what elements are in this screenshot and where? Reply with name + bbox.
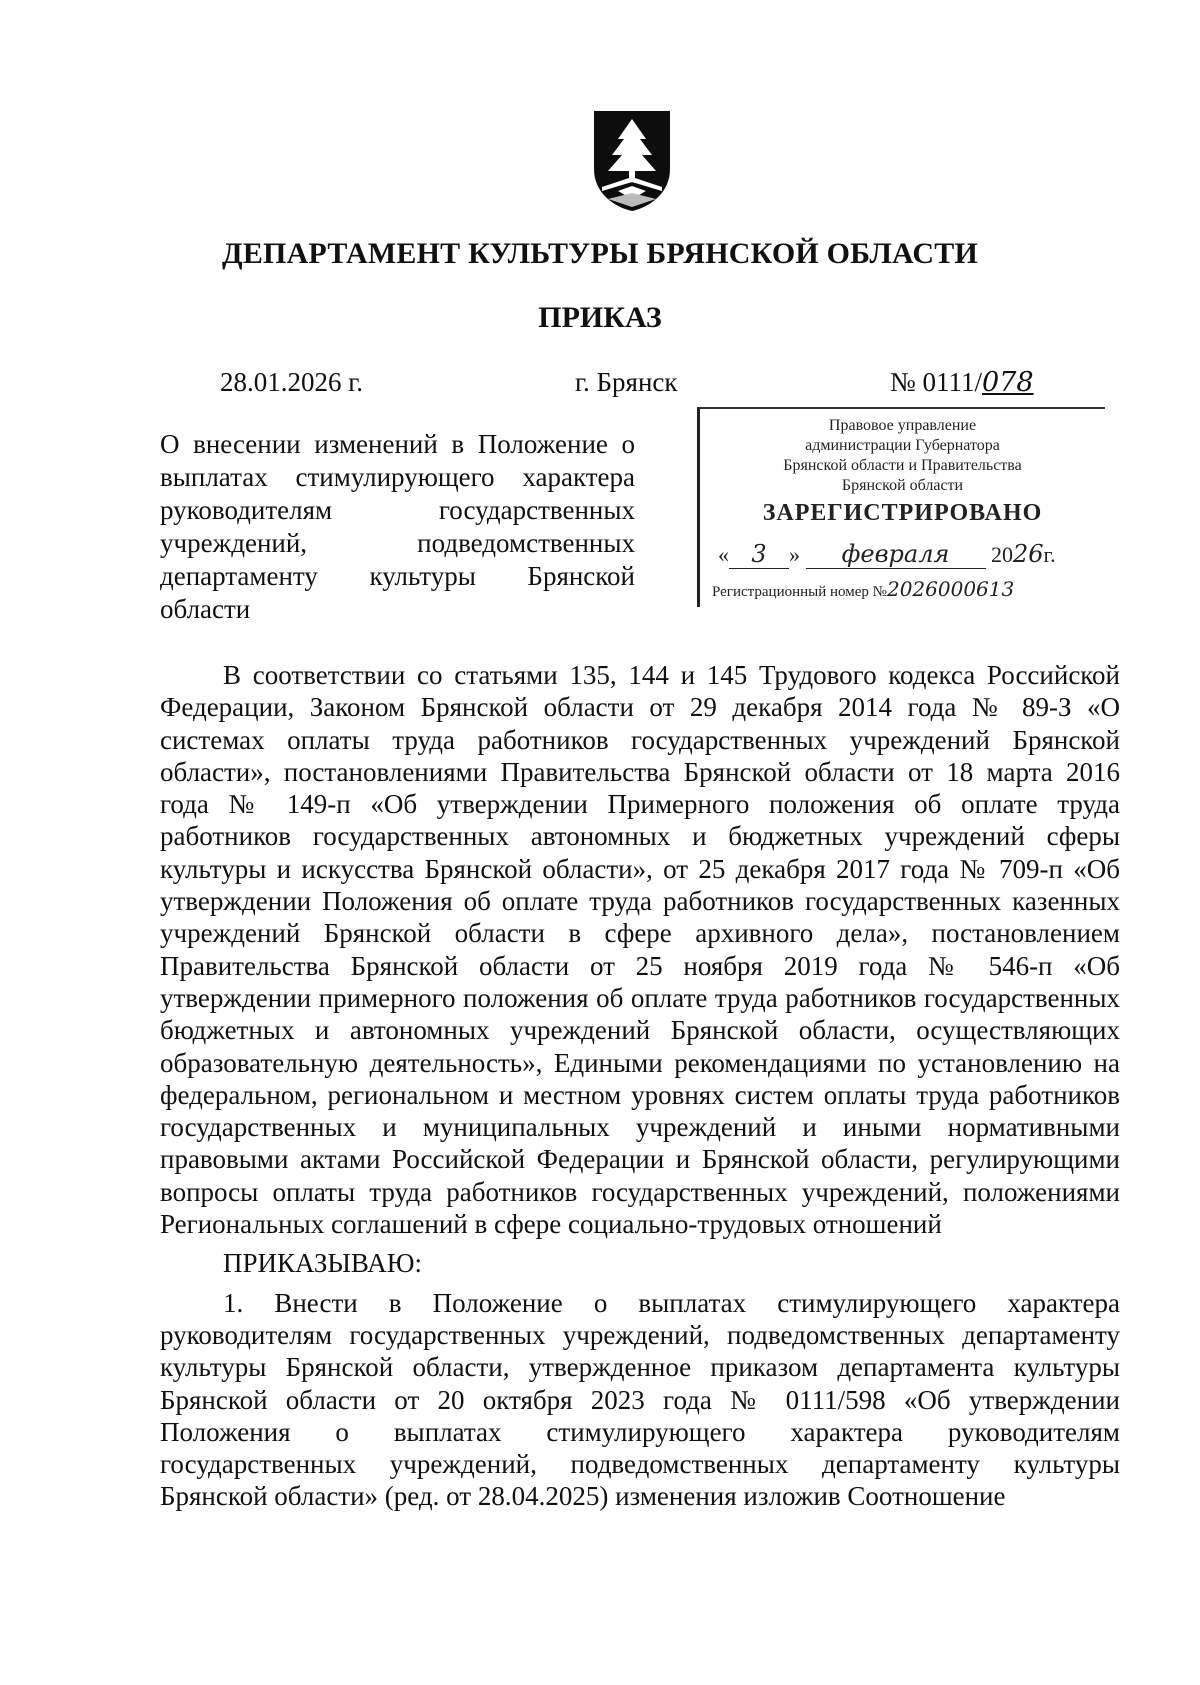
order-city: г. Брянск <box>575 367 678 397</box>
preamble-paragraph: В соответствии со статьями 135, 144 и 145 Трудового кодекса Российской Федерации, Законом Брянской области от 29 декабря 2014 года № 89-З «О системах оплаты труда работников государственных учреждений Брянской области», постановлениями Правительства Брянской области от 18 марта 2016 года № 149-п «Об утверждении Примерного положения об оплате труда работников государственных автономных и бюджетных учреждений сферы культуры и искусства Брянской области», от 25 декабря 2017 года № 709-п «Об утверждении Положения об оплате труда работников государственных казенных учреждений Брянской области в сфере архивного дела», постановлением Правительства Брянской области от 25 ноября 2019 года № 546-п «Об утверждении примерного положения об оплате труда работников государственных бюджетных и автономных учреждений Брянской области, осуществляющих образовательную деятельность», Едиными рекомендациями по установлению на федеральном, региональном и местном уровнях систем оплаты труда работников государственных и муниципальных учреждений и иными нормативными правовыми актами Российской Федерации и Брянской области, регулирующими вопросы оплаты труда работников государственных учреждений, положениями Региональных соглашений в сфере социально-трудовых отношений <box>160 660 1120 1240</box>
registration-stamp <box>697 407 1105 607</box>
stamp-line: Брянской области и Правительства <box>783 457 1022 474</box>
subject-line: выплатах стимулирующего характера <box>160 462 635 492</box>
stamp-registered: ЗАРЕГИСТРИРОВАНО <box>762 500 1043 526</box>
order-number-prefix: № 0111/ <box>890 367 983 397</box>
stamp-month: февраля <box>806 540 986 569</box>
item-1-paragraph <box>160 1287 1120 1513</box>
item-1-last-word: Соотношение <box>847 1481 1006 1512</box>
stamp-date: « 3 » февраля 2026г. <box>718 540 1056 568</box>
stamp-reg-value: 2026000613 <box>886 577 1015 601</box>
order-body <box>160 659 1120 1513</box>
document-type: ПРИКАЗ <box>538 301 662 334</box>
stamp-year: 26 <box>1013 540 1044 568</box>
order-number <box>890 366 1034 399</box>
item-1-text: 1. Внести в Положение о выплатах стимулирующего характера руководителям государственных учреждений, подведомственных департаменту культуры Брянской области, утвержденное приказом департамента культуры Брянской области от 20 октября 2023 года № 0111/598 «Об утверждении Положения о выплатах стимулирующего характера руководителям государственных учреждений, подведомственных департаменту культуры Брянской области» (ред. от 28.04.2025) изменения изложив <box>160 1287 1120 1512</box>
order-subject <box>160 428 635 626</box>
subject-line: О внесении изменений в Положение о <box>160 429 635 459</box>
subject-line: области <box>160 594 251 624</box>
coat-of-arms-emblem <box>588 107 676 213</box>
stamp-reg-number <box>712 577 1102 601</box>
order-number-handwritten: 078 <box>982 367 1034 398</box>
order-date: 28.01.2026 г. <box>220 367 364 397</box>
subject-line: руководителям государственных <box>160 495 635 525</box>
stamp-year-suffix: г. <box>1043 542 1056 567</box>
stamp-line: Брянской области <box>841 477 964 494</box>
stamp-line: Правовое управление <box>828 417 977 434</box>
stamp-reg-label: Регистрационный номер № <box>712 584 887 600</box>
stamp-line: администрации Губернатора <box>805 437 1000 454</box>
subject-line: департаменту культуры Брянской <box>160 561 635 591</box>
subject-line: учреждений, подведомственных <box>160 528 635 558</box>
stamp-day: 3 <box>729 540 789 569</box>
stamp-year-prefix: 20 <box>991 542 1013 567</box>
order-directive: ПРИКАЗЫВАЮ: <box>223 1248 422 1279</box>
department-title: ДЕПАРТАМЕНТ КУЛЬТУРЫ БРЯНСКОЙ ОБЛАСТИ <box>221 237 978 270</box>
